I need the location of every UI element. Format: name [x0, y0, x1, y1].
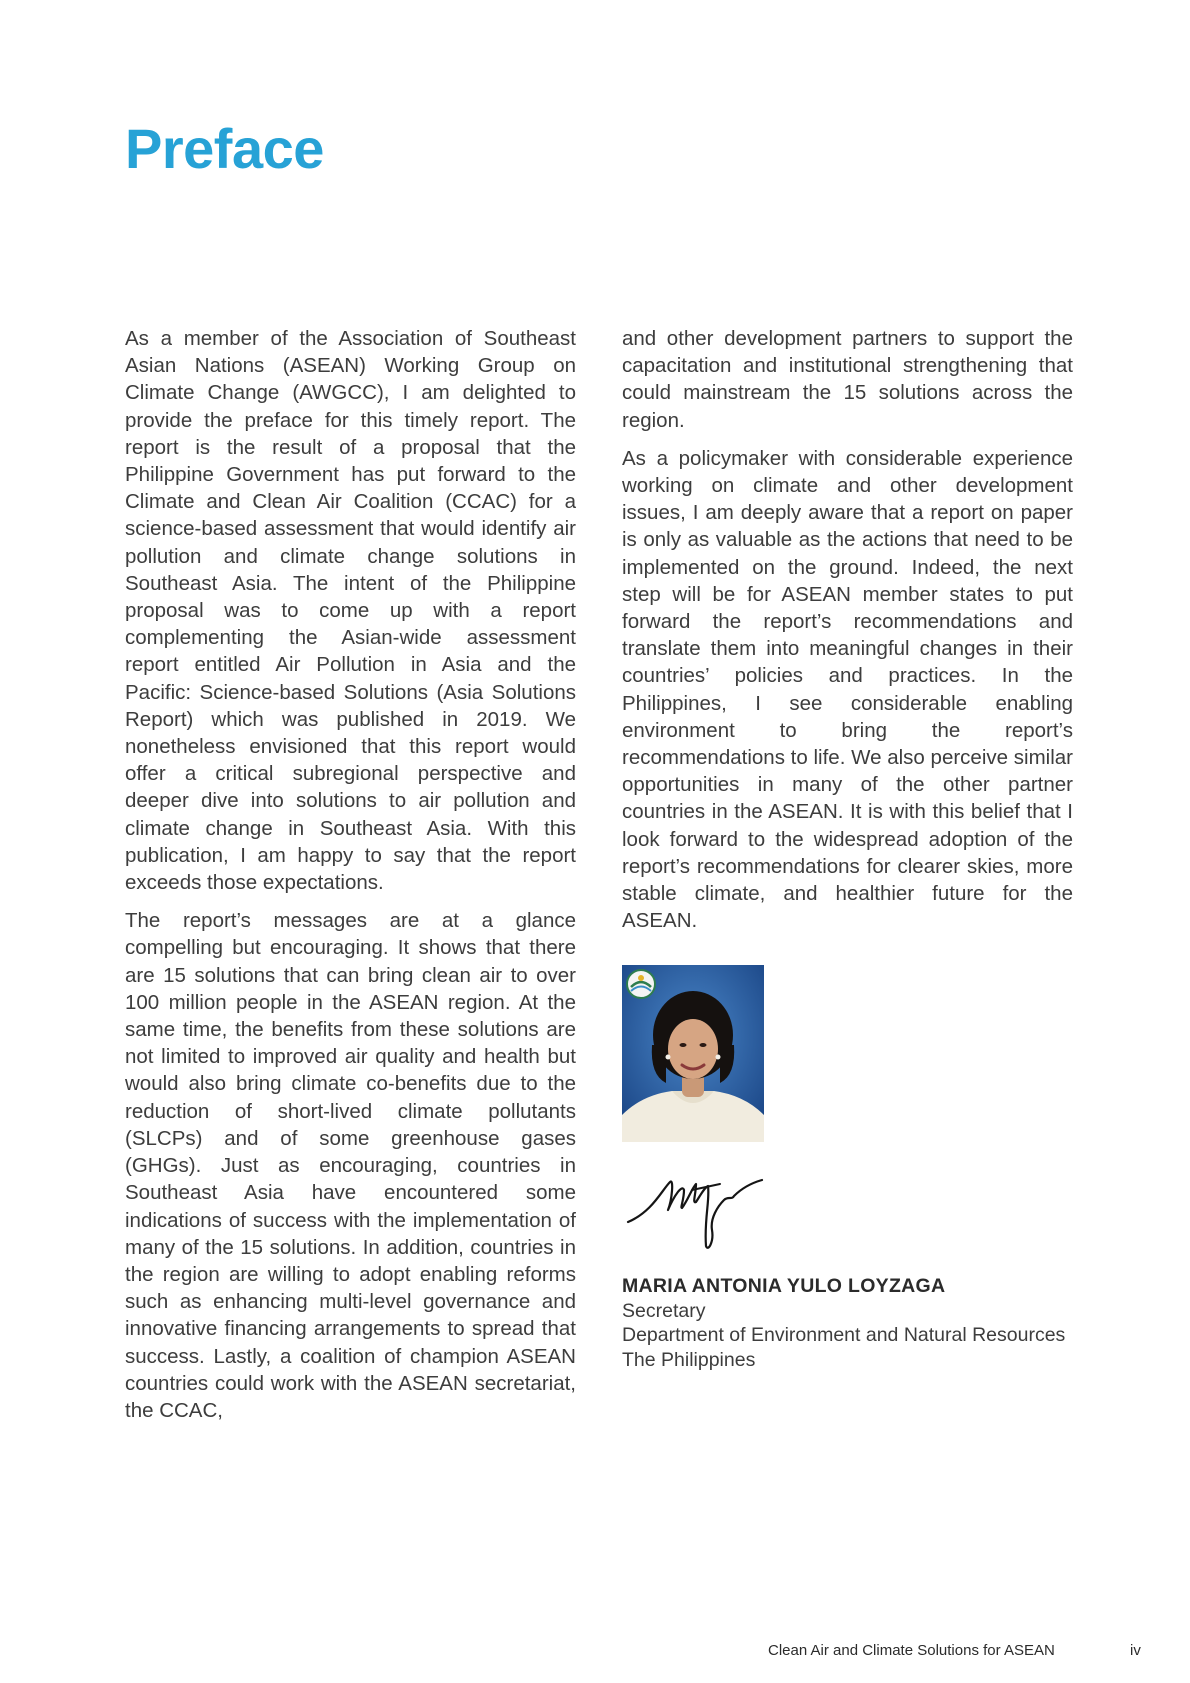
body-column-left [125, 325, 576, 1435]
body-paragraph: As a member of the Association of Southeast Asian Nations (ASEAN) Working Group on Climate Change (AWGCC), I am delighted to provide the preface for this timely report. The report is the result of a proposal that the Philippine Government has put forward to the Climate and Clean Air Coalition (CCAC) for a science-based assessment that would identify air pollution and climate change solutions in Southeast Asia. The intent of the Philippine proposal was to come up with a report complementing the Asian-wide assessment report entitled Air Pollution in Asia and the Pacific: Science-based Solutions (Asia Solutions Report) which was published in 2019. We nonetheless envisioned that this report would offer a critical subregional perspective and deeper dive into solutions to air pollution and climate change in Southeast Asia. With this publication, I am happy to say that the report exceeds those expectations. [125, 327, 576, 895]
signatory-department: Department of Environment and Natural Resources [622, 1324, 1066, 1346]
signatory-position: Secretary [622, 1299, 706, 1322]
body-paragraph: As a policymaker with considerable experience working on climate and other development issues, I am deeply aware that a report on paper is only as valuable as the actions that need to be implemented on the ground. Indeed, the next step will be for ASEAN member states to put forward the report’s recommendations and translate them into meaningful changes in their countries’ policies and practices. In the Philippines, I see considerable enabling environment to bring the report’s recommendations to life. We also perceive similar opportunities in many of the other partner countries in the ASEAN. It is with this belief that I look forward to the widespread adoption of the report’s recommendations for clearer skies, more stable climate, and healthier future for the ASEAN. [622, 446, 1073, 933]
body-paragraph: and other development partners to support the capacitation and institutional strengthening that could mainstream the 15 solutions across the region. [622, 327, 1073, 432]
body-column-right [622, 325, 1073, 945]
signatory-portrait-photo [622, 965, 764, 1142]
signature-image [622, 1160, 802, 1260]
body-paragraph: The report’s messages are at a glance compelling but encouraging. It shows that there are 15 solutions that can bring clean air to over 100 million people in the ASEAN region. At the same time, the benefits from these solutions are not limited to improved air quality and health but would also bring climate co-benefits due to the reduction of short-lived climate pollutants (SLCPs) and of some greenhouse gases (GHGs). Just as encouraging, countries in Southeast Asia have encountered some indications of success with the implementation of many of the 15 solutions. In addition, countries in the region are willing to adopt enabling reforms such as enhancing multi-level governance and innovative financing arrangements to spread that success. Lastly, a coalition of champion ASEAN countries could work with the ASEAN secretariat, the CCAC, [125, 909, 576, 1422]
denr-logo-icon [627, 970, 655, 998]
page-number: iv [1130, 1642, 1141, 1659]
signatory-country: The Philippines [622, 1348, 756, 1371]
signatory-block [622, 1274, 1082, 1372]
signatory-name: MARIA ANTONIA YULO LOYZAGA [622, 1275, 946, 1297]
footer-report-title: Clean Air and Climate Solutions for ASEAN [768, 1642, 1055, 1659]
page-title: Preface [125, 117, 324, 180]
